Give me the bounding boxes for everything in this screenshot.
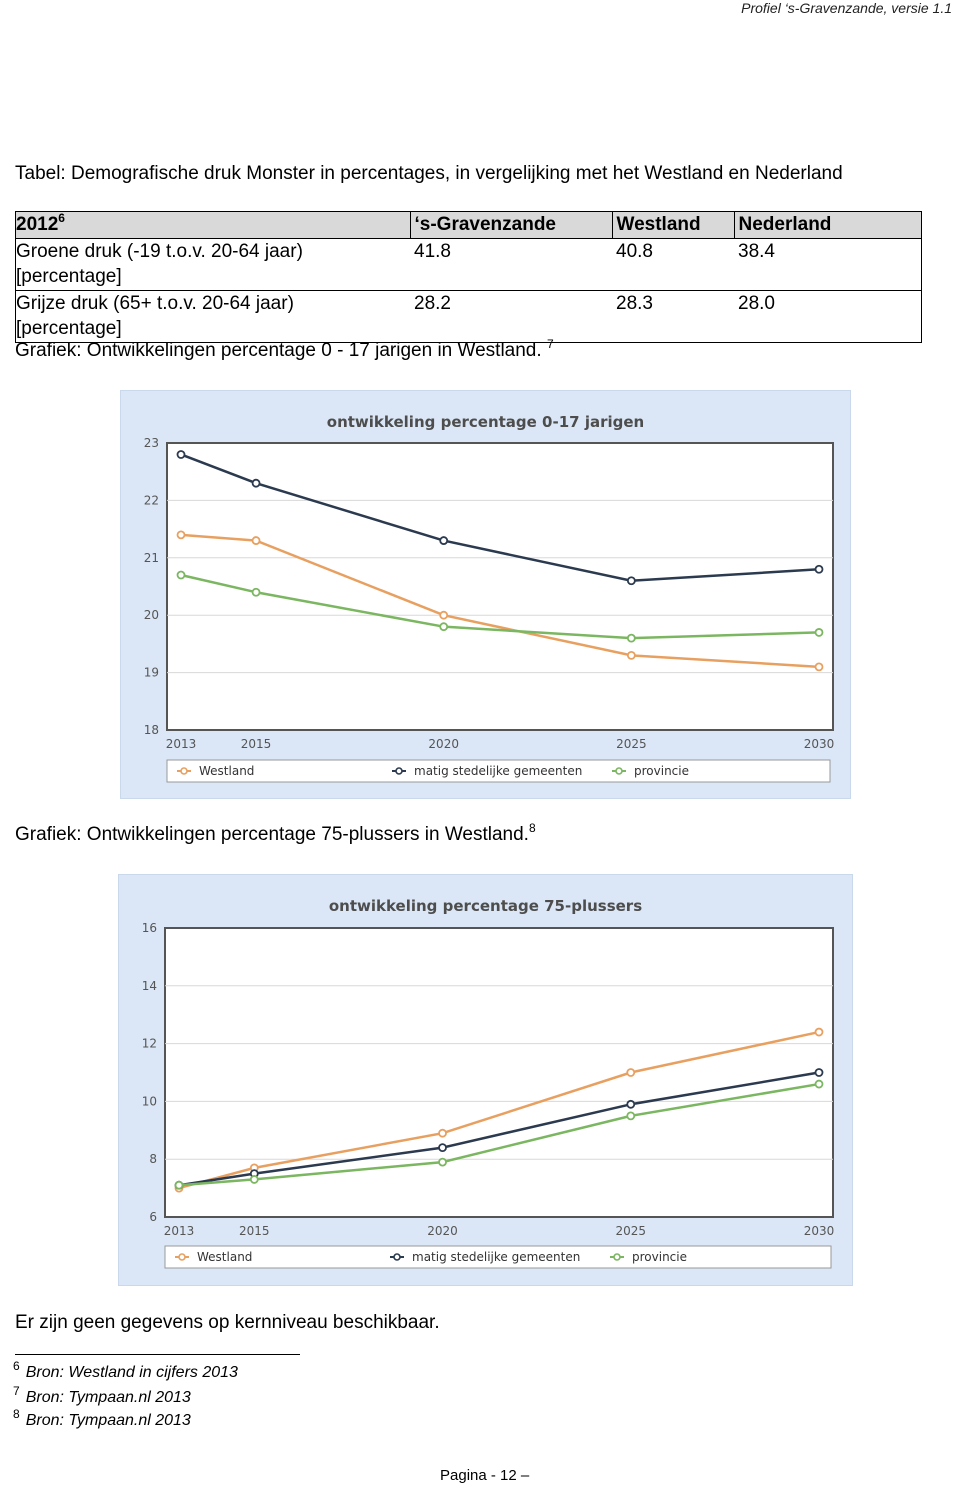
x-tick-label: 2013 bbox=[165, 737, 197, 751]
data-point bbox=[440, 537, 447, 544]
footnote-ref: 8 bbox=[528, 821, 536, 835]
y-tick-label: 21 bbox=[143, 550, 159, 565]
demographic-table bbox=[15, 211, 922, 343]
row-label: Grijze druk (65+ t.o.v. 20-64 jaar) [percentage] bbox=[16, 291, 411, 343]
data-point bbox=[816, 1069, 823, 1076]
table-cell: 28.3 bbox=[612, 291, 734, 343]
running-title: Profiel ‘s-Gravenzande, versie 1.1 bbox=[741, 0, 952, 16]
y-tick-label: 22 bbox=[143, 493, 159, 508]
legend bbox=[167, 760, 830, 782]
legend-label: matig stedelijke gemeenten bbox=[412, 1250, 581, 1264]
y-tick-label: 12 bbox=[141, 1036, 157, 1051]
data-point bbox=[178, 572, 185, 579]
data-point bbox=[628, 652, 635, 659]
chart-panel bbox=[118, 874, 853, 1286]
x-tick-label: 2013 bbox=[163, 1224, 195, 1238]
data-point bbox=[628, 577, 635, 584]
y-tick-label: 14 bbox=[141, 978, 157, 993]
chart-caption: Grafiek: Ontwikkelingen percentage 0 - 17 jarigen in Westland. $^7$ bbox=[15, 337, 554, 361]
data-point bbox=[178, 451, 185, 458]
data-point bbox=[253, 480, 260, 487]
legend-marker bbox=[394, 1254, 400, 1260]
y-tick-label: 10 bbox=[141, 1094, 157, 1109]
x-tick-label: 2030 bbox=[803, 1224, 835, 1238]
chart-title: ontwikkeling percentage 0-17 jarigen bbox=[326, 413, 645, 431]
legend-label: matig stedelijke gemeenten bbox=[414, 764, 583, 778]
data-point bbox=[628, 635, 635, 642]
legend-marker bbox=[396, 768, 402, 774]
y-tick-label: 8 bbox=[149, 1152, 157, 1167]
y-tick-label: 16 bbox=[141, 921, 157, 935]
x-tick-label: 2015 bbox=[239, 1224, 270, 1238]
legend-marker bbox=[179, 1254, 185, 1260]
legend-marker bbox=[616, 768, 622, 774]
data-point bbox=[816, 663, 823, 670]
table-cell: 41.8 bbox=[410, 239, 612, 291]
col-header: ‘s-Gravenzande bbox=[410, 212, 612, 239]
col-header: Westland bbox=[612, 212, 734, 239]
data-point bbox=[627, 1112, 634, 1119]
table-cell: 28.0 bbox=[734, 291, 922, 343]
data-point bbox=[816, 566, 823, 573]
y-tick-label: 23 bbox=[143, 436, 159, 450]
legend-label: provincie bbox=[634, 764, 689, 778]
footnote: $^6$ Bron: Westland in cijfers 2013 bbox=[13, 1359, 238, 1381]
x-tick-label: 2015 bbox=[240, 737, 272, 751]
x-tick-label: 2020 bbox=[427, 1224, 458, 1238]
footnote-ref: 6 bbox=[58, 211, 65, 225]
legend-marker bbox=[181, 768, 187, 774]
data-point bbox=[253, 537, 260, 544]
data-point bbox=[816, 1081, 823, 1088]
line-chart-elderly bbox=[119, 875, 852, 1285]
data-point bbox=[627, 1069, 634, 1076]
table-row bbox=[16, 239, 922, 291]
x-tick-label: 2025 bbox=[616, 737, 647, 751]
row-label: Groene druk (-19 t.o.v. 20-64 jaar) [percentage] bbox=[16, 239, 411, 291]
data-point bbox=[439, 1144, 446, 1151]
col-header: Nederland bbox=[734, 212, 922, 239]
table-cell: 38.4 bbox=[734, 239, 922, 291]
x-tick-label: 2025 bbox=[615, 1224, 647, 1238]
legend-label: Westland bbox=[197, 1250, 253, 1264]
y-tick-label: 20 bbox=[143, 608, 159, 623]
footnote: $^7$ Bron: Tympaan.nl 2013 bbox=[13, 1384, 191, 1406]
y-tick-label: 6 bbox=[149, 1210, 157, 1224]
data-point bbox=[816, 1029, 823, 1036]
x-tick-label: 2030 bbox=[803, 737, 835, 751]
table-row bbox=[16, 291, 922, 343]
data-point bbox=[440, 612, 447, 619]
plot-area bbox=[165, 928, 833, 1217]
paragraph: Er zijn geen gegevens op kernniveau beschikbaar. bbox=[15, 1312, 440, 1333]
data-point bbox=[439, 1130, 446, 1137]
legend-label: provincie bbox=[632, 1250, 687, 1264]
data-point bbox=[627, 1101, 634, 1108]
page-number: Pagina - 12 – bbox=[440, 1467, 530, 1484]
legend bbox=[165, 1246, 831, 1268]
y-tick-label: 18 bbox=[143, 723, 159, 737]
chart-panel bbox=[120, 390, 851, 799]
table-title: Tabel: Demografische druk Monster in percentages, in vergelijking met het Westland en Nederland bbox=[15, 163, 843, 184]
chart-caption: Grafiek: Ontwikkelingen percentage 75-plussers in Westland.$^8$ bbox=[15, 821, 536, 845]
legend-label: Westland bbox=[199, 764, 255, 778]
line-chart-youth bbox=[121, 391, 850, 798]
data-point bbox=[176, 1182, 183, 1189]
footnote: $^8$ Bron: Tympaan.nl 2013 bbox=[13, 1407, 191, 1429]
data-point bbox=[816, 629, 823, 636]
y-tick-label: 19 bbox=[143, 665, 159, 680]
data-point bbox=[251, 1176, 258, 1183]
table-header-row bbox=[16, 212, 922, 239]
x-tick-label: 2020 bbox=[428, 737, 459, 751]
data-point bbox=[253, 589, 260, 596]
data-point bbox=[440, 623, 447, 630]
table-cell: 28.2 bbox=[410, 291, 612, 343]
data-point bbox=[178, 531, 185, 538]
data-point bbox=[439, 1159, 446, 1166]
year-header: 2012$^6$ bbox=[16, 212, 411, 239]
legend-marker bbox=[614, 1254, 620, 1260]
table-cell: 40.8 bbox=[612, 239, 734, 291]
chart-title: ontwikkeling percentage 75-plussers bbox=[328, 897, 643, 915]
footnote-separator bbox=[15, 1354, 300, 1355]
footnote-ref: 7 bbox=[546, 337, 554, 351]
